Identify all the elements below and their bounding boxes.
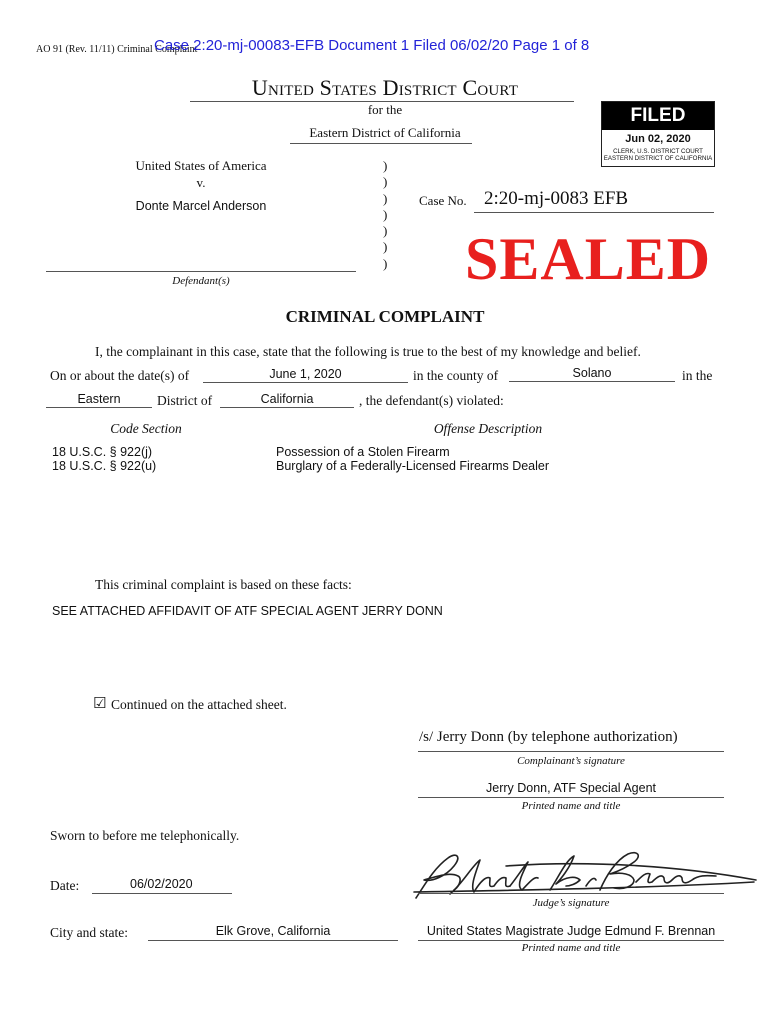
filed-stamp (601, 101, 715, 167)
judge-date-rule (92, 893, 232, 894)
paren: ) (383, 190, 388, 206)
continued-checkbox[interactable]: ☑ (93, 695, 107, 712)
caption-parens (383, 158, 387, 272)
case-no-rule (474, 212, 714, 213)
filed-date: Jun 02, 2020 (625, 133, 691, 145)
facts-text: SEE ATTACHED AFFIDAVIT OF ATF SPECIAL AGENT JERRY DONN (52, 604, 443, 618)
complainant-signature: /s/ Jerry Donn (by telephone authorization) (419, 729, 678, 745)
violation-code: 18 U.S.C. § 922(u) (52, 459, 157, 473)
complaint-heading: CRIMINAL COMPLAINT (285, 307, 485, 326)
date-field: June 1, 2020 (203, 367, 408, 383)
paren: ) (383, 255, 388, 271)
violation-offense: Possession of a Stolen Firearm (276, 445, 450, 459)
paren: ) (383, 174, 388, 190)
code-section-header: Code Section (110, 421, 182, 436)
city-state-label: City and state: (50, 925, 128, 940)
defendant-name: Donte Marcel Anderson (135, 199, 267, 213)
plaintiff-name: United States of America (135, 158, 267, 173)
on-or-about-label: On or about the date(s) of (50, 368, 190, 383)
in-the-label: in the (682, 368, 713, 383)
facts-intro: This criminal complaint is based on these facts: (95, 577, 352, 592)
case-stamp: Case 2:20-mj-00083-EFB Document 1 Filed 06/02/20 Page 1 of 8 (154, 37, 590, 54)
complainant-signature-rule (418, 751, 724, 752)
filed-district-line: EASTERN DISTRICT OF CALIFORNIA (603, 155, 713, 162)
violation-code: 18 U.S.C. § 922(j) (52, 445, 153, 459)
for-the-label: for the (367, 102, 403, 117)
district-rule (290, 143, 472, 144)
complainant-signature-caption: Complainant’s signature (517, 755, 625, 767)
violated-label: , the defendant(s) violated: (359, 393, 504, 408)
district-field: Eastern (46, 392, 152, 408)
continued-label: Continued on the attached sheet. (111, 697, 287, 712)
filed-label: FILED (630, 105, 686, 126)
form-id: AO 91 (Rev. 11/11) Criminal Complaint (36, 44, 198, 55)
case-no-label: Case No. (419, 193, 467, 208)
judge-name-rule (418, 940, 724, 941)
complaint-intro: I, the complainant in this case, state that the following is true to the best of my knowledge and belief. (95, 344, 641, 359)
judge-signature-caption: Judge’s signature (532, 897, 610, 909)
paren: ) (383, 206, 388, 222)
judge-printed-caption: Printed name and title (521, 942, 621, 954)
versus-label: v. (196, 175, 206, 190)
sealed-stamp: SEALED (465, 226, 712, 292)
paren: ) (383, 158, 388, 173)
city-state-rule (148, 940, 398, 941)
paren: ) (383, 239, 388, 255)
judge-signature-rule (418, 893, 724, 894)
city-state-value: Elk Grove, California (215, 924, 331, 938)
sworn-statement: Sworn to before me telephonically. (50, 828, 240, 843)
filed-stamp-header (602, 102, 714, 130)
judge-date-value: 06/02/2020 (130, 877, 193, 891)
offense-description-header: Offense Description (433, 421, 543, 436)
complainant-name-rule (418, 797, 724, 798)
violation-offense: Burglary of a Federally-Licensed Firearms Dealer (276, 459, 550, 473)
judge-printed-name: United States Magistrate Judge Edmund F. Brennan (426, 924, 716, 938)
complainant-printed-name: Jerry Donn, ATF Special Agent (486, 781, 656, 795)
district-name: Eastern District of California (309, 125, 461, 140)
court-title: United States District Court (251, 75, 519, 100)
date-label: Date: (50, 878, 80, 893)
state-field: California (220, 392, 354, 408)
county-label: in the county of (413, 368, 499, 383)
paren: ) (383, 223, 388, 239)
district-of-label: District of (157, 393, 213, 408)
case-no-value: 2:20-mj-0083 EFB (484, 188, 629, 209)
defendant-caption: Defendant(s) (172, 275, 230, 287)
county-field: Solano (509, 366, 675, 382)
defendant-rule (46, 271, 356, 272)
complainant-printed-caption: Printed name and title (521, 800, 621, 812)
filed-clerk-line: CLERK, U.S. DISTRICT COURT (613, 148, 703, 155)
